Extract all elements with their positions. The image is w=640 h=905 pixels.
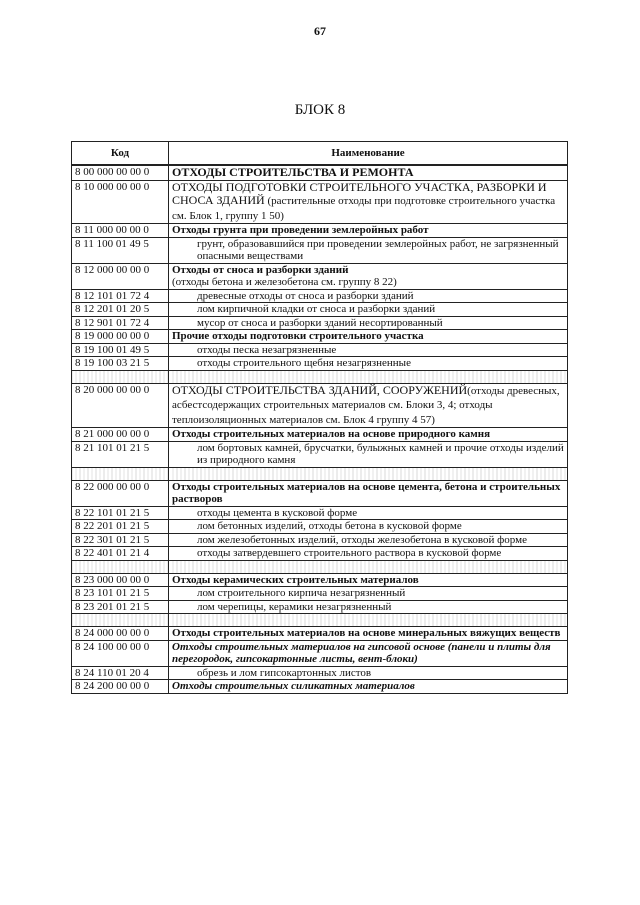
waste-name-text: отходы затвердевшего строительного раствора в кусковой форме [197, 547, 502, 559]
waste-code-cell: 8 11 100 01 49 5 [72, 237, 169, 263]
waste-name-text: лом черепицы, керамики незагрязненный [197, 600, 392, 613]
waste-code-cell: 8 21 101 01 21 5 [72, 441, 169, 467]
waste-name-cell [169, 547, 568, 561]
waste-name-note: (отходы древесных, асбестсодержащих строительных материалов см. Блоки 3, 4; отходы теплоизоляционных материалов см. Блок 4 группу 4 57) [172, 384, 560, 426]
waste-name-text: отходы песка незагрязненные [197, 343, 337, 356]
waste-name-text: обрезь и лом гипсокартонных листов [197, 666, 372, 679]
waste-name-cell [169, 666, 568, 680]
waste-name-text: мусор от сноса и разборки зданий несортированный [197, 316, 443, 329]
table-row [72, 506, 568, 520]
waste-code-cell: 8 22 401 01 21 4 [72, 547, 169, 561]
table-row [72, 330, 568, 344]
waste-name-text: Отходы грунта при проведении землеройных работ [172, 224, 429, 236]
waste-code-cell: 8 12 901 01 72 4 [72, 316, 169, 330]
waste-name-note: (растительные отходы при подготовке строительного участка см. Блок 1, группу 1 50) [172, 195, 556, 222]
table-header-row [72, 142, 568, 166]
table-separator-row [72, 370, 568, 383]
waste-name-text: отходы строительного щебня незагрязненные [197, 357, 411, 369]
code-column-header: Код [72, 142, 169, 166]
waste-name-text: лом железобетонных изделий, отходы железобетона в кусковой форме [197, 533, 527, 546]
table-row [72, 441, 568, 467]
separator-cell [169, 560, 568, 573]
waste-name-text: лом бортовых камней, брусчатки, булыжных камней и прочие отходы изделий из природного камня [197, 441, 564, 466]
waste-name-text: Отходы от сноса и разборки зданий [172, 263, 349, 276]
waste-code-cell: 8 19 100 03 21 5 [72, 357, 169, 371]
waste-code-cell: 8 23 101 01 21 5 [72, 587, 169, 601]
waste-name-cell [169, 165, 568, 180]
waste-name-cell [169, 180, 568, 224]
waste-name-cell [169, 680, 568, 694]
waste-name-text: Отходы строительных материалов на основе минеральных вяжущих веществ [172, 627, 561, 639]
waste-name-cell [169, 533, 568, 547]
waste-name-text: ОТХОДЫ ПОДГОТОВКИ СТРОИТЕЛЬНОГО УЧАСТКА, РАЗБОРКИ И СНОСА ЗДАНИЙ [172, 179, 547, 207]
separator-cell [72, 370, 169, 383]
waste-name-text: ОТХОДЫ СТРОИТЕЛЬСТВА И РЕМОНТА [172, 165, 414, 179]
table-row [72, 428, 568, 442]
table-row [72, 303, 568, 317]
table-row [72, 587, 568, 601]
waste-code-cell: 8 22 000 00 00 0 [72, 480, 169, 506]
block-title: БЛОК 8 [294, 102, 346, 118]
waste-code-cell: 8 12 101 01 72 4 [72, 289, 169, 303]
waste-name-cell [169, 303, 568, 317]
waste-code-cell: 8 24 000 00 00 0 [72, 627, 169, 641]
waste-code-cell: 8 19 100 01 49 5 [72, 343, 169, 357]
waste-name-cell [169, 316, 568, 330]
waste-name-cell [169, 428, 568, 442]
waste-code-cell: 8 23 201 01 21 5 [72, 600, 169, 614]
table-row [72, 383, 568, 428]
waste-name-cell [169, 441, 568, 467]
table-row [72, 547, 568, 561]
waste-code-cell: 8 00 000 00 00 0 [72, 165, 169, 180]
table-row [72, 357, 568, 371]
waste-name-cell [169, 343, 568, 357]
table-row [72, 640, 568, 666]
table-row [72, 680, 568, 694]
separator-cell [169, 370, 568, 383]
waste-code-cell: 8 22 201 01 21 5 [72, 520, 169, 534]
waste-code-cell: 8 23 000 00 00 0 [72, 573, 169, 587]
waste-name-cell [169, 573, 568, 587]
waste-name-cell [169, 480, 568, 506]
waste-code-cell: 8 12 201 01 20 5 [72, 303, 169, 317]
waste-name-text: Отходы строительных материалов на основе природного камня [172, 428, 491, 440]
waste-name-text: Отходы строительных материалов на основе цемента, бетона и строительных растворов [172, 480, 561, 505]
waste-name-cell [169, 600, 568, 614]
table-row [72, 165, 568, 180]
table-row [72, 237, 568, 263]
waste-name-cell [169, 520, 568, 534]
waste-code-cell: 8 10 000 00 00 0 [72, 180, 169, 224]
separator-cell [72, 560, 169, 573]
waste-code-cell: 8 19 000 00 00 0 [72, 330, 169, 344]
separator-cell [72, 614, 169, 627]
waste-name-text: лом кирпичной кладки от сноса и разборки зданий [197, 303, 436, 315]
table-row [72, 180, 568, 224]
waste-name-cell [169, 289, 568, 303]
waste-code-cell: 8 24 100 00 00 0 [72, 640, 169, 666]
waste-name-cell [169, 640, 568, 666]
waste-name-cell [169, 357, 568, 371]
table-row [72, 343, 568, 357]
waste-name-cell [169, 330, 568, 344]
waste-name-text: лом бетонных изделий, отходы бетона в кусковой форме [197, 520, 462, 532]
waste-name-cell [169, 383, 568, 428]
waste-name-text: отходы цемента в кусковой форме [197, 506, 358, 519]
page-number: 67 [314, 24, 326, 38]
separator-cell [72, 467, 169, 480]
waste-name-cell [169, 224, 568, 238]
table-row [72, 316, 568, 330]
waste-code-cell: 8 11 000 00 00 0 [72, 224, 169, 238]
waste-name-text: древесные отходы от сноса и разборки зданий [197, 289, 414, 302]
separator-cell [169, 614, 568, 627]
waste-classification-table [71, 141, 568, 694]
table-row [72, 224, 568, 238]
waste-name-cell [169, 506, 568, 520]
waste-name-cell [169, 587, 568, 601]
table-separator-row [72, 614, 568, 627]
waste-code-cell: 8 22 301 01 21 5 [72, 533, 169, 547]
table-row [72, 480, 568, 506]
table-row [72, 533, 568, 547]
waste-name-cell [169, 627, 568, 641]
waste-name-text: Отходы керамических строительных материалов [172, 573, 419, 586]
waste-code-cell: 8 20 000 00 00 0 [72, 383, 169, 428]
waste-name-text: лом строительного кирпича незагрязненный [197, 587, 406, 599]
table-row [72, 666, 568, 680]
waste-code-cell: 8 22 101 01 21 5 [72, 506, 169, 520]
waste-name-text: грунт, образовавшийся при проведении землеройных работ, не загрязненный опасными веществами [197, 237, 559, 262]
waste-name-text: Прочие отходы подготовки строительного участка [172, 330, 424, 342]
table-separator-row [72, 467, 568, 480]
table-row [72, 627, 568, 641]
waste-name-text: Отходы строительных силикатных материалов [172, 680, 415, 692]
waste-name-note: (отходы бетона и железобетона см. группу 8 22) [172, 276, 397, 288]
waste-name-text: Отходы строительных материалов на гипсовой основе (панели и плиты для перегородок, гипсокартонные листы, вент-блоки) [172, 640, 551, 665]
table-row [72, 520, 568, 534]
waste-name-text: ОТХОДЫ СТРОИТЕЛЬСТВА ЗДАНИЙ, СООРУЖЕНИЙ [172, 382, 468, 397]
table-row [72, 263, 568, 289]
separator-cell [169, 467, 568, 480]
table-row [72, 573, 568, 587]
waste-code-cell: 8 24 110 01 20 4 [72, 666, 169, 680]
waste-name-cell [169, 237, 568, 263]
table-row [72, 289, 568, 303]
waste-code-cell: 8 12 000 00 00 0 [72, 263, 169, 289]
waste-name-cell [169, 263, 568, 289]
waste-code-cell: 8 21 000 00 00 0 [72, 428, 169, 442]
name-column-header: Наименование [169, 142, 568, 166]
waste-code-cell: 8 24 200 00 00 0 [72, 680, 169, 694]
table-separator-row [72, 560, 568, 573]
table-row [72, 600, 568, 614]
